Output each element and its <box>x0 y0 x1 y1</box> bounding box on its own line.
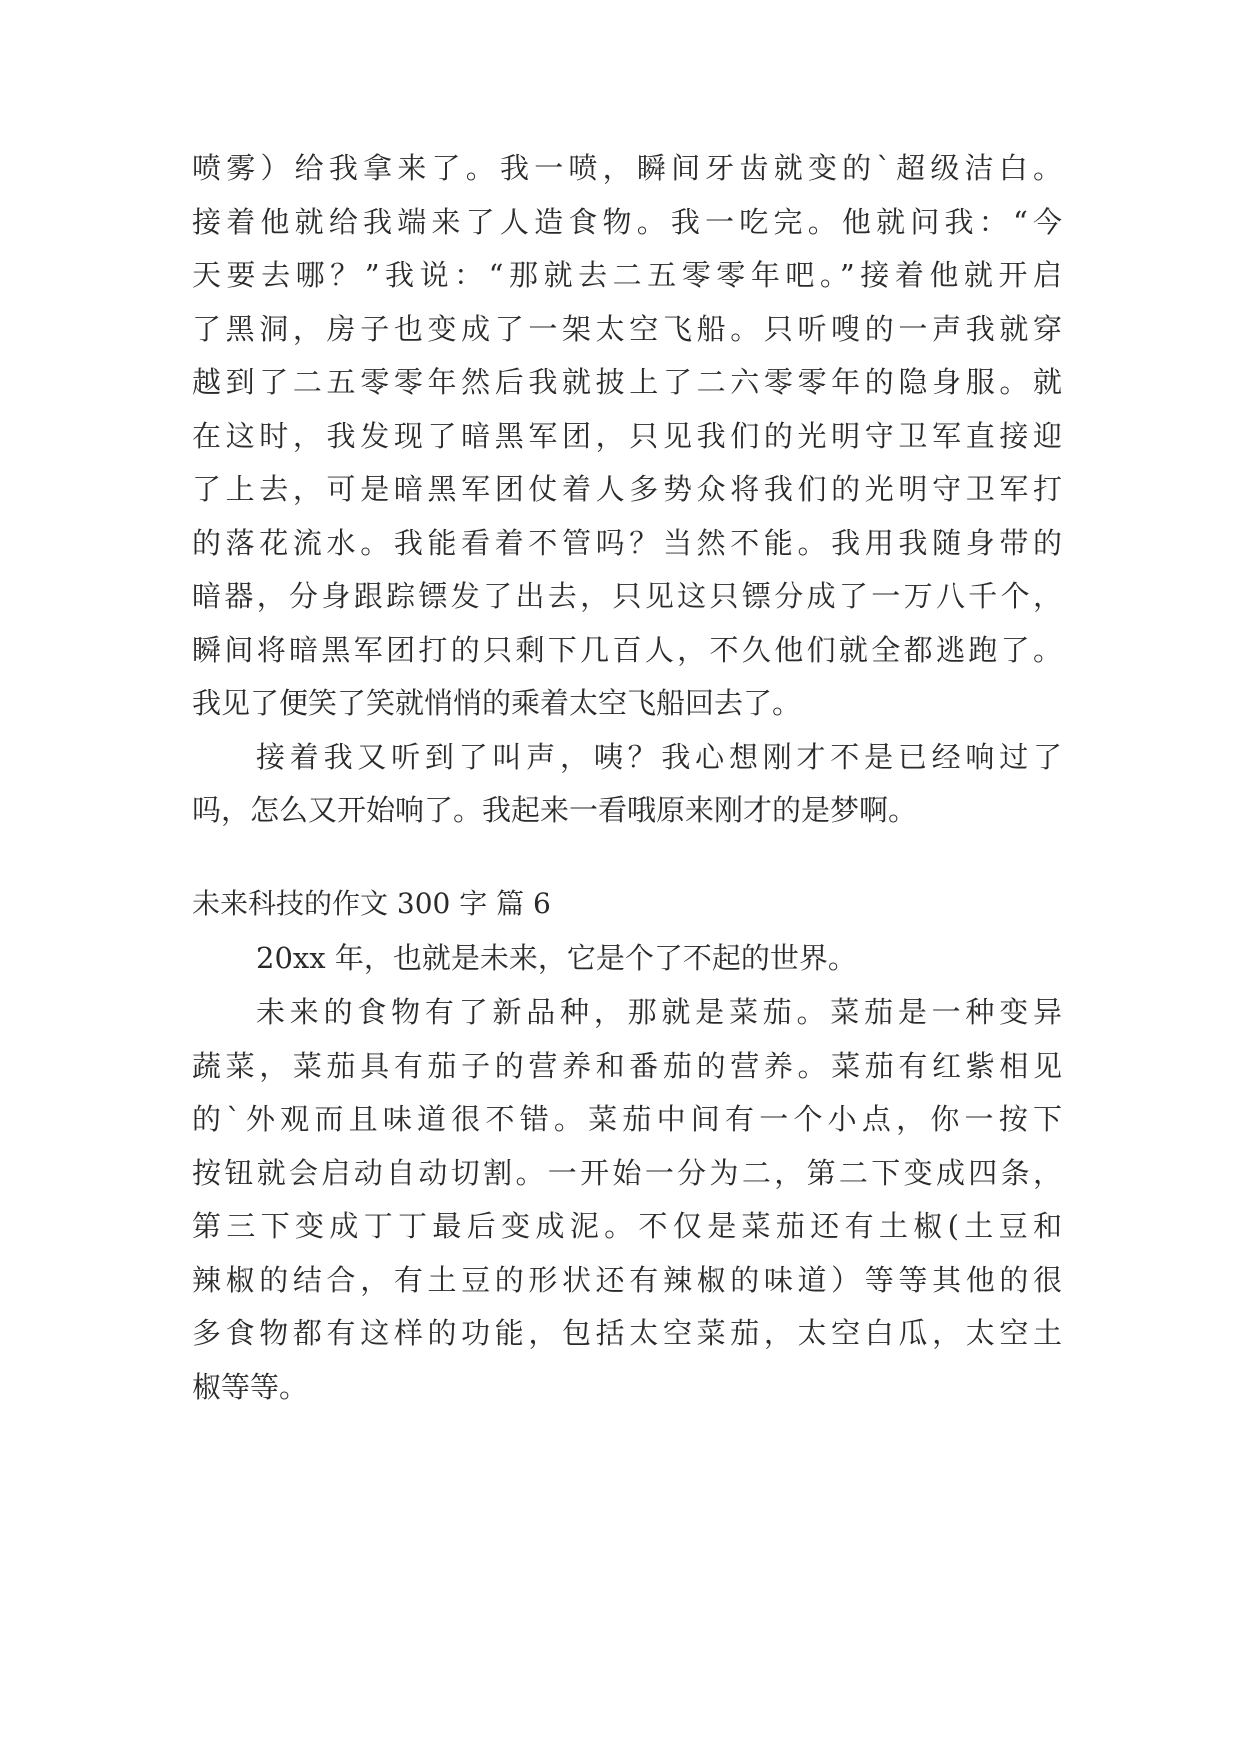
text-line: 天要去哪？”我说：“那就去二五零零年吧。”接着他就开启 <box>192 258 1062 292</box>
text-line: 瞬间将暗黑军团打的只剩下几百人，不久他们就全都逃跑了。 <box>192 633 1062 667</box>
text-line: 第三下变成丁丁最后变成泥。不仅是菜茄还有土椒(土豆和 <box>192 1209 1062 1243</box>
text-line: 越到了二五零零年然后我就披上了二六零零年的隐身服。就 <box>192 365 1062 399</box>
text-line: 接着我又听到了叫声，咦？我心想刚才不是已经响过了 <box>256 740 1062 774</box>
text-line: 了上去，可是暗黑军团仗着人多势众将我们的光明守卫军打 <box>192 472 1062 506</box>
text-line: 20xx 年，也就是未来，它是个了不起的世界。 <box>256 941 857 975</box>
text-line: 蔬菜，菜茄具有茄子的营养和番茄的营养。菜茄有红紫相见 <box>192 1049 1062 1083</box>
text-line: 按钮就会启动自动切割。一开始一分为二，第二下变成四条， <box>192 1156 1062 1190</box>
text-line: 多食物都有这样的功能，包括太空菜茄，太空白瓜，太空土 <box>192 1316 1062 1350</box>
text-line: 接着他就给我端来了人造食物。我一吃完。他就问我：“今 <box>192 205 1062 239</box>
section-heading: 未来科技的作文 300 字 篇 6 <box>192 887 551 920</box>
text-line: 未来的食物有了新品种，那就是菜茄。菜茄是一种变异 <box>256 995 1062 1029</box>
text-line: 喷雾）给我拿来了。我一喷，瞬间牙齿就变的`超级洁白。 <box>192 151 1062 185</box>
text-line: 椒等等。 <box>192 1370 309 1404</box>
text-line: 辣椒的结合，有土豆的形状还有辣椒的味道）等等其他的很 <box>192 1263 1062 1297</box>
text-line: 的落花流水。我能看着不管吗？当然不能。我用我随身带的 <box>192 526 1062 560</box>
text-line: 了黑洞，房子也变成了一架太空飞船。只听嗖的一声我就穿 <box>192 312 1062 346</box>
text-line: 吗，怎么又开始响了。我起来一看哦原来刚才的是梦啊。 <box>192 793 918 827</box>
text-line: 的`外观而且味道很不错。菜茄中间有一个小点，你一按下 <box>192 1102 1062 1136</box>
text-line: 暗器，分身跟踪镖发了出去，只见这只镖分成了一万八千个， <box>192 579 1062 613</box>
text-line: 在这时，我发现了暗黑军团，只见我们的光明守卫军直接迎 <box>192 419 1062 453</box>
text-line: 我见了便笑了笑就悄悄的乘着太空飞船回去了。 <box>192 686 802 720</box>
